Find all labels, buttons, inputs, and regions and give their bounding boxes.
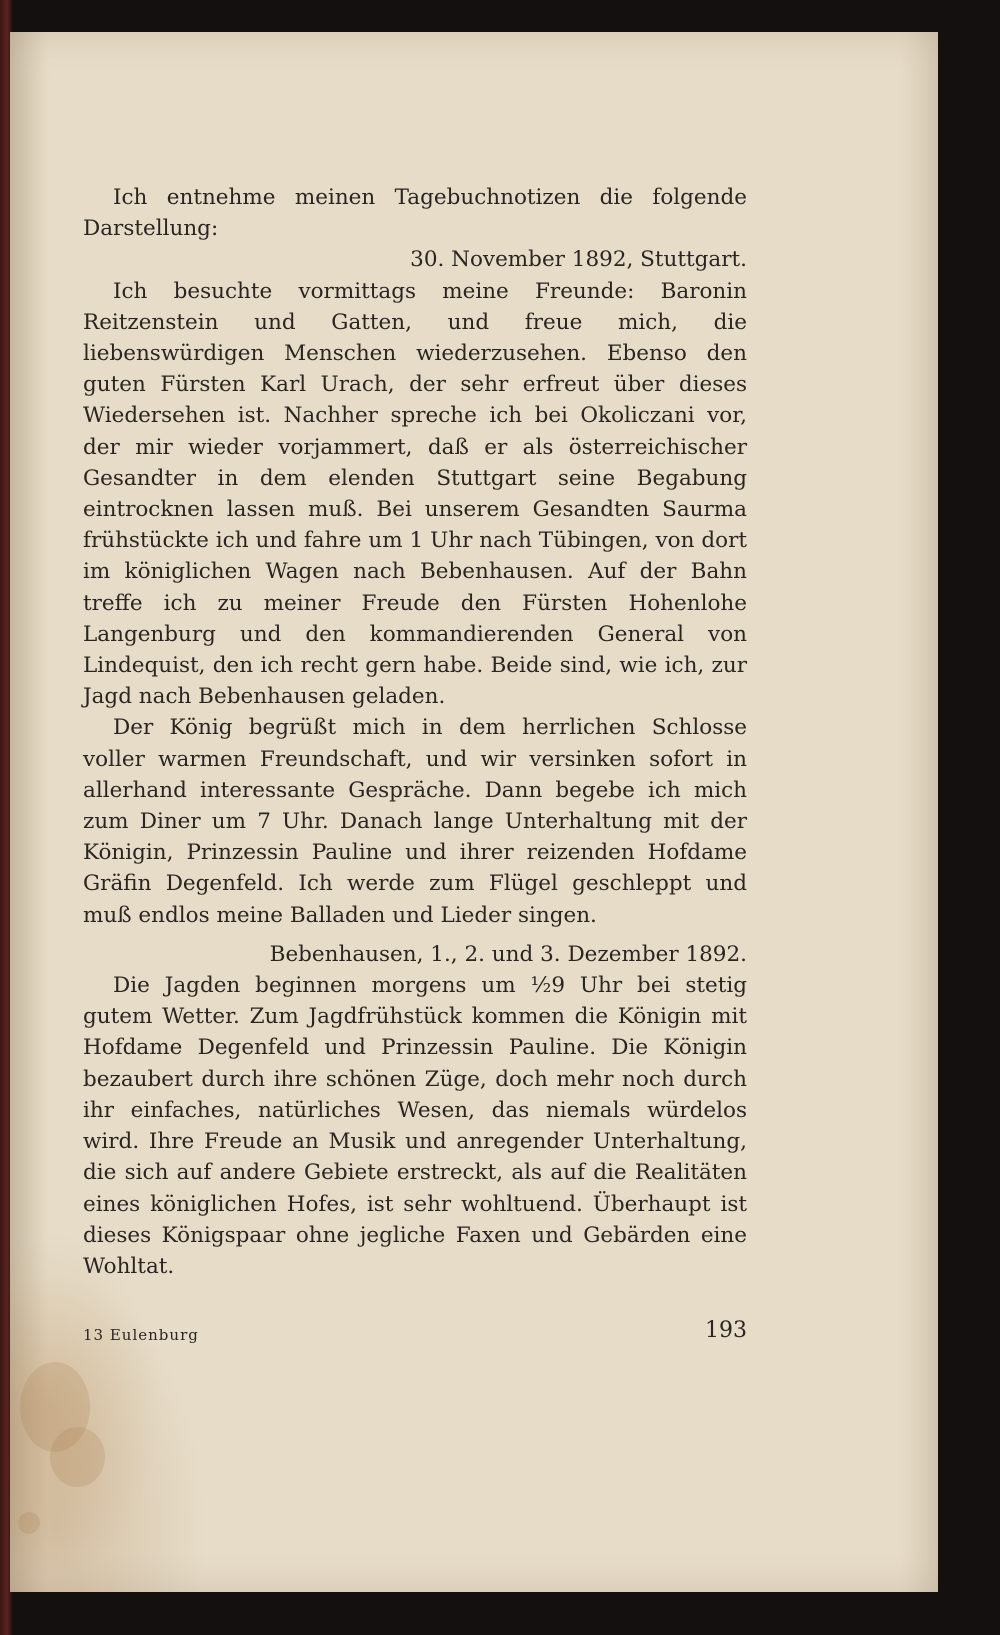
page-number: 193: [705, 1318, 747, 1343]
paragraph-king-greeting: Der König begrüßt mich in dem herrlichen Schlosse voller warmen Freundschaft, und wir versinken sofort in allerhand interessante Gespräche. Dann begebe ich mich zum Diner um 7 Uhr. Danach lange Unterhaltung mit der Königin, Prinzessin Pauline und ihrer reizenden Hofdame Gräfin Degenfeld. Ich werde zum Flügel geschleppt und muß endlos meine Balladen und Lieder singen.: [83, 715, 747, 928]
page-footer: [83, 1318, 747, 1352]
printer-signature: 13 Eulenburg: [83, 1326, 199, 1344]
dateline-stuttgart: 30. November 1892, Stuttgart.: [410, 247, 747, 273]
paragraph-stuttgart-visit: Ich besuchte vormittags meine Freunde: Baronin Reitzenstein und Gatten, und freue mich, die liebenswürdigen Menschen wiederzusehen. Ebenso den guten Fürsten Karl Urach, der sehr erfreut über dieses Wiedersehen ist. Nachher spreche ich bei Okoliczani vor, der mir wieder vorjammert, daß er als österreichischer Gesandter in dem elenden Stuttgart seine Begabung eintrocknen lassen muß. Bei unserem Gesandten Saurma frühstückte ich und fahre um 1 Uhr nach Tübingen, von dort im königlichen Wagen nach Bebenhausen. Auf der Bahn treffe ich zu meiner Freude den Fürsten Hohenlohe Langenburg und den kommandierenden General von Lindequist, den ich recht gern habe. Beide sind, wie ich, zur Jagd nach Bebenhausen geladen.: [83, 278, 747, 710]
paragraph-intro: Ich entnehme meinen Tagebuchnotizen die folgende Darstellung:: [83, 185, 747, 242]
paper-stain: [50, 1427, 105, 1487]
paper-stain: [18, 1512, 40, 1534]
body-text: [83, 182, 747, 1282]
book-page: [10, 32, 938, 1592]
dateline-bebenhausen: Bebenhausen, 1., 2. und 3. Dezember 1892.: [269, 941, 747, 967]
paragraph-hunts: Die Jagden beginnen morgens um ½9 Uhr bei stetig gutem Wetter. Zum Jagdfrühstück kommen die Königin mit Hofdame Degenfeld und Prinzessin Pauline. Die Königin bezaubert durch ihre schönen Züge, doch mehr noch durch ihr einfaches, natürliches Wesen, das niemals würdelos wird. Ihre Freude an Musik und anregender Unterhaltung, die sich auf andere Gebiete erstreckt, als auf die Realitäten eines königlichen Hofes, ist sehr wohltuend. Überhaupt ist dieses Königspaar ohne jegliche Faxen und Gebärden eine Wohltat.: [83, 973, 747, 1279]
